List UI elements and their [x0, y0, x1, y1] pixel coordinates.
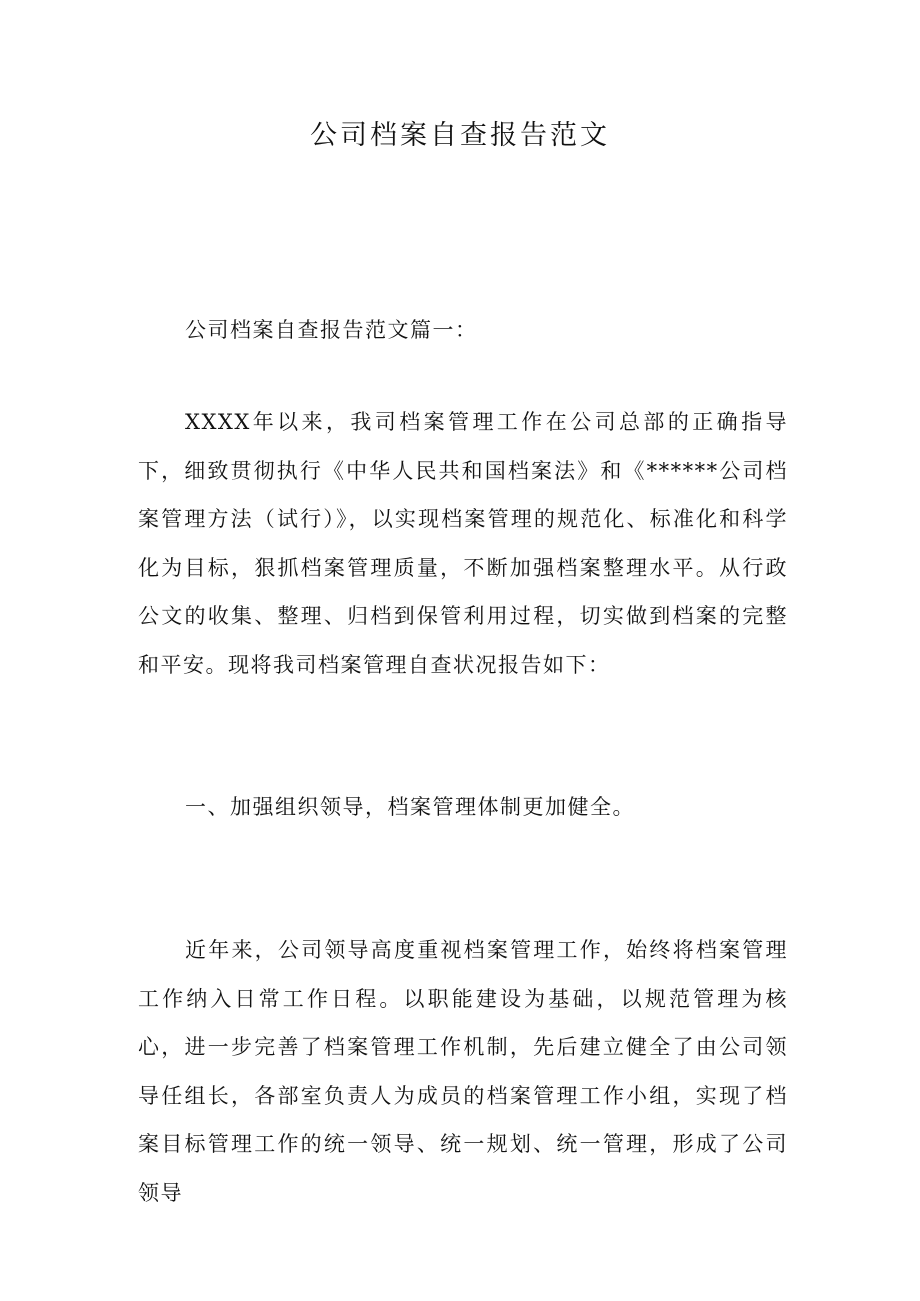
intro-paragraph: XXXX年以来，我司档案管理工作在公司总部的正确指导下，细致贯彻执行《中华人民共和国档案法》和《******公司档案管理方法（试行）》，以实现档案管理的规范化、标准化和科学化为目标，狠抓档案管理质量，不断加强档案整理水平。从行政公文的收集、整理、归档到保管利用过程，切实做到档案的完整和平安。现将我司档案管理自查状况报告如下： — [138, 410, 788, 677]
section-heading-1: 一、加强组织领导，档案管理体制更加健全。 — [185, 795, 635, 819]
document-title: 公司档案自查报告范文 — [310, 120, 610, 151]
section-body-1: 近年来，公司领导高度重视档案管理工作，始终将档案管理工作纳入日常工作日程。以职能建设为基础，以规范管理为核心，进一步完善了档案管理工作机制，先后建立健全了由公司领导任组长，各部室负责人为成员的档案管理工作小组，实现了档案目标管理工作的统一领导、统一规划、统一管理，形成了公司领导 — [138, 938, 788, 1205]
article-subtitle: 公司档案自查报告范文篇一： — [185, 318, 478, 342]
